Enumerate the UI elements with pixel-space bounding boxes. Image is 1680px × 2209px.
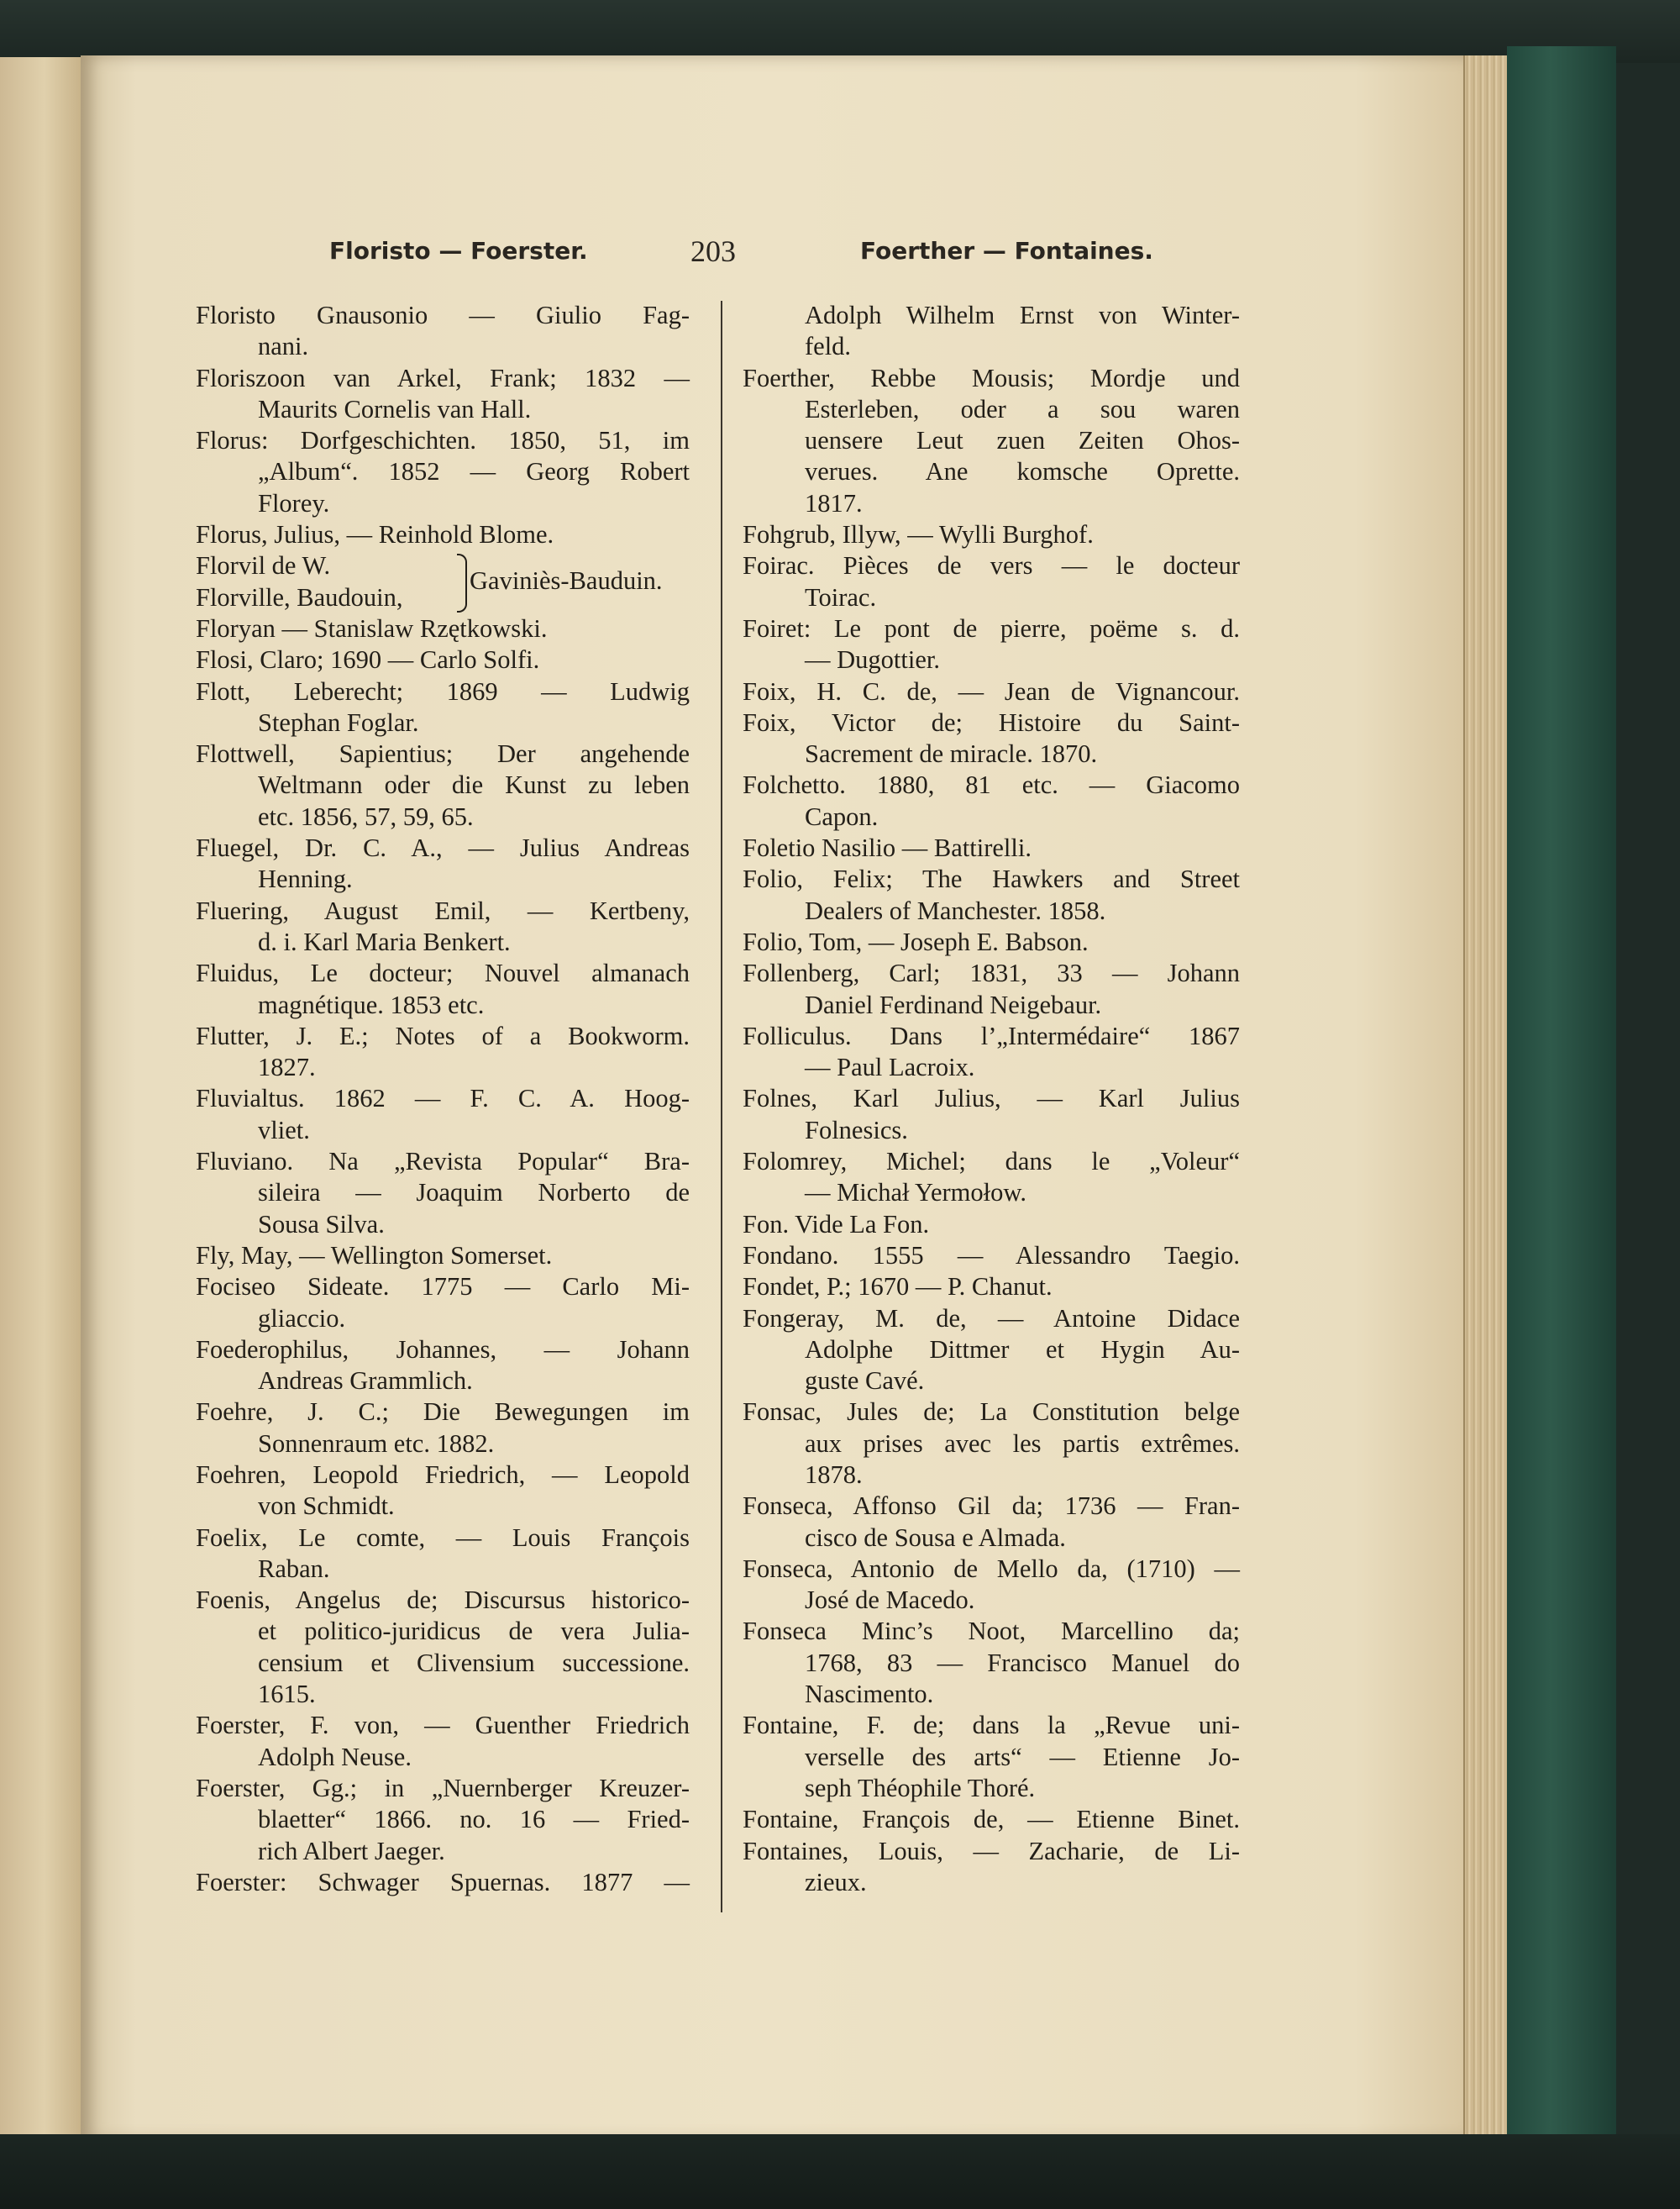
entry-line: Sacrement de miracle. 1870. [805, 739, 1098, 769]
entry-line: Fonsac, Jules de; La Constitution belge [743, 1397, 1240, 1427]
entry-line: Foerther, Rebbe Mousis; Mordje und [743, 363, 1240, 392]
entry-line: Esterleben, oder a sou waren [805, 394, 1240, 423]
previous-page-edge [0, 57, 82, 2139]
entry-line: cisco de Sousa e Almada. [805, 1523, 1066, 1552]
entry-line: Andreas Grammlich. [258, 1366, 473, 1396]
entry-line: d. i. Karl Maria Benkert. [258, 927, 511, 956]
entry-line: Foederophilus, Johannes, — Johann [196, 1334, 690, 1364]
entry-line: Stephan Foglar. [258, 707, 419, 737]
entry-line: Florus: Dorfgeschichten. 1850, 51, im [196, 426, 690, 455]
entry-line: Capon. [805, 802, 879, 831]
background-bottom [0, 2134, 1680, 2209]
entry-line: Folchetto. 1880, 81 etc. — Giacomo [743, 771, 1240, 800]
entry-line: Floriszoon van Arkel, Frank; 1832 — [196, 363, 690, 392]
entry-line: 1615. [258, 1680, 316, 1709]
entry-line: Fonseca, Affonso Gil da; 1736 — Fran- [743, 1491, 1240, 1521]
entry-line: Adolph Neuse. [258, 1742, 412, 1771]
entry-line: guste Cavé. [805, 1366, 925, 1396]
entry-line: Toirac. [805, 582, 877, 612]
entry-line: Florus, Julius, — Reinhold Blome. [196, 520, 554, 550]
entry-line: „Album“. 1852 — Georg Robert [258, 457, 690, 487]
entry-line: Flottwell, Sapientius; Der angehende [196, 739, 690, 769]
brace-bracket [457, 554, 467, 613]
entry-line: Folio, Tom, — Joseph E. Babson. [743, 927, 1089, 956]
entry-line: Fonseca Minc’s Noot, Marcellino da; [743, 1617, 1240, 1646]
entry-line: uensere Leut zuen Zeiten Ohos- [805, 426, 1240, 455]
entry-line: censium et Clivensium successione. [258, 1648, 690, 1677]
brace-name-line: Florvil de W. [196, 551, 331, 581]
entry-line: Fon. Vide La Fon. [743, 1209, 930, 1239]
entry-line: Fluviano. Na „Revista Popular“ Bra- [196, 1147, 690, 1176]
entry-line: — Michał Yermołow. [805, 1178, 1027, 1207]
entry-line: Florey. [258, 488, 330, 518]
entry-line: magnétique. 1853 etc. [258, 990, 485, 1019]
entry-line: Foletio Nasilio — Battirelli. [743, 834, 1032, 863]
entry-line: etc. 1856, 57, 59, 65. [258, 802, 474, 831]
entry-line: blaetter“ 1866. no. 16 — Fried- [258, 1805, 690, 1834]
entry-line: — Dugottier. [805, 645, 940, 675]
entry-line: sileira — Joaquim Norberto de [258, 1178, 690, 1207]
entry-line: Nascimento. [805, 1680, 934, 1709]
entry-line: 1817. [805, 488, 863, 518]
entry-line: zieux. [805, 1867, 867, 1896]
entry-line: Adolphe Dittmer et Hygin Au- [805, 1334, 1240, 1364]
entry-line: Weltmann oder die Kunst zu leben [258, 771, 690, 800]
running-head-right: Foerther — Fontaines. [860, 237, 1153, 265]
entry-line: verues. Ane komsche Oprette. [805, 457, 1240, 487]
entry-line: Fluering, August Emil, — Kertbeny, [196, 896, 690, 925]
entry-line: José de Macedo. [805, 1586, 975, 1615]
entry-line: 1827. [258, 1053, 316, 1082]
entry-line: Folliculus. Dans l’„Intermédaire“ 1867 [743, 1021, 1240, 1050]
right-column [743, 300, 1240, 1898]
entry-line: Foerster, Gg.; in „Nuernberger Kreuzer- [196, 1773, 690, 1802]
background-top [0, 0, 1680, 63]
entry-line: verselle des arts“ — Etienne Jo- [805, 1742, 1240, 1771]
entry-line: Foix, Victor de; Histoire du Saint- [743, 707, 1240, 737]
entry-line: Folio, Felix; The Hawkers and Street [743, 865, 1240, 894]
entry-line: Folnesics. [805, 1115, 908, 1144]
entry-line: Henning. [258, 865, 353, 894]
entry-line: gliaccio. [258, 1303, 346, 1333]
entry-line: Fohgrub, Illyw, — Wylli Burghof. [743, 520, 1094, 550]
brace-entry [196, 550, 690, 613]
entry-line: — Paul Lacroix. [805, 1053, 975, 1082]
column-divider [721, 301, 722, 1912]
entry-line: Sousa Silva. [258, 1209, 385, 1239]
entry-line: Floristo Gnausonio — Giulio Fag- [196, 301, 690, 329]
entry-line: Fonseca, Antonio de Mello da, (1710) — [743, 1554, 1240, 1583]
entry-line: Dealers of Manchester. 1858. [805, 896, 1106, 925]
entry-line: vliet. [258, 1115, 310, 1144]
running-head-left: Floristo — Foerster. [329, 237, 588, 265]
entry-line: Foelix, Le comte, — Louis François [196, 1523, 690, 1552]
entry-line: Daniel Ferdinand Neigebaur. [805, 990, 1102, 1019]
entry-line: Flosi, Claro; 1690 — Carlo Solfi. [196, 645, 540, 675]
entry-line: Fontaines, Louis, — Zacharie, de Li- [743, 1836, 1240, 1865]
entry-line: 1878. [805, 1460, 863, 1489]
entry-line: Fluidus, Le docteur; Nouvel almanach [196, 959, 690, 988]
entry-line: Fluvialtus. 1862 — F. C. A. Hoog- [196, 1084, 690, 1113]
brace-name-line: Florville, Baudouin, [196, 582, 403, 612]
entry-line: Foehren, Leopold Friedrich, — Leopold [196, 1460, 690, 1489]
entry-line: Maurits Cornelis van Hall. [258, 394, 532, 423]
entry-line: Fongeray, M. de, — Antoine Didace [743, 1303, 1240, 1333]
page-number: 203 [690, 234, 736, 268]
entry-line: Foerster, F. von, — Guenther Friedrich [196, 1711, 690, 1740]
entry-line: Foerster: Schwager Spuernas. 1877 — [196, 1867, 690, 1896]
entry-line: Fly, May, — Wellington Somerset. [196, 1240, 553, 1270]
entry-line: Fontaine, F. de; dans la „Revue uni- [743, 1711, 1240, 1740]
entry-line: et politico-juridicus de vera Julia- [258, 1617, 690, 1646]
entry-line: feld. [805, 332, 852, 361]
entry-line: Fontaine, François de, — Etienne Binet. [743, 1805, 1240, 1834]
entry-line: 1768, 83 — Francisco Manuel do [805, 1648, 1240, 1677]
page-block-edges [1463, 55, 1509, 2141]
entry-line: Follenberg, Carl; 1831, 33 — Johann [743, 959, 1240, 988]
book-cover-edge [1507, 46, 1616, 2138]
entry-line: Foenis, Angelus de; Discursus historico- [196, 1586, 690, 1615]
entry-line: Foirac. Pièces de vers — le docteur [743, 551, 1240, 581]
entry-line: Fondano. 1555 — Alessandro Taegio. [743, 1240, 1240, 1270]
entry-line: nani. [258, 332, 309, 361]
entry-line: Foiret: Le pont de pierre, poëme s. d. [743, 613, 1240, 643]
entry-line: Fondet, P.; 1670 — P. Chanut. [743, 1272, 1053, 1302]
entry-line: Sonnenraum etc. 1882. [258, 1428, 495, 1458]
entry-line: seph Théophile Thoré. [805, 1773, 1036, 1802]
entry-line: Floryan — Stanislaw Rzętkowski. [196, 613, 548, 643]
entry-line: Folnes, Karl Julius, — Karl Julius [743, 1084, 1240, 1113]
entry-line: Adolph Wilhelm Ernst von Winter- [805, 301, 1240, 329]
entry-line: aux prises avec les partis extrêmes. [805, 1428, 1240, 1458]
entry-line: Foix, H. C. de, — Jean de Vignancour. [743, 676, 1240, 706]
entry-line: rich Albert Jaeger. [258, 1836, 445, 1865]
entry-line: Foehre, J. C.; Die Bewegungen im [196, 1397, 690, 1427]
left-column [196, 300, 690, 1898]
entry-line: Fociseo Sideate. 1775 — Carlo Mi- [196, 1272, 690, 1302]
entry-line: Flutter, J. E.; Notes of a Bookworm. [196, 1021, 690, 1050]
entry-line: Flott, Leberecht; 1869 — Ludwig [196, 676, 690, 706]
entry-line: von Schmidt. [258, 1491, 395, 1521]
entry-line: Folomrey, Michel; dans le „Voleur“ [743, 1147, 1240, 1176]
brace-target: Gaviniès-Bauduin. [470, 566, 663, 596]
entry-line: Raban. [258, 1554, 330, 1583]
entry-line: Fluegel, Dr. C. A., — Julius Andreas [196, 834, 690, 863]
